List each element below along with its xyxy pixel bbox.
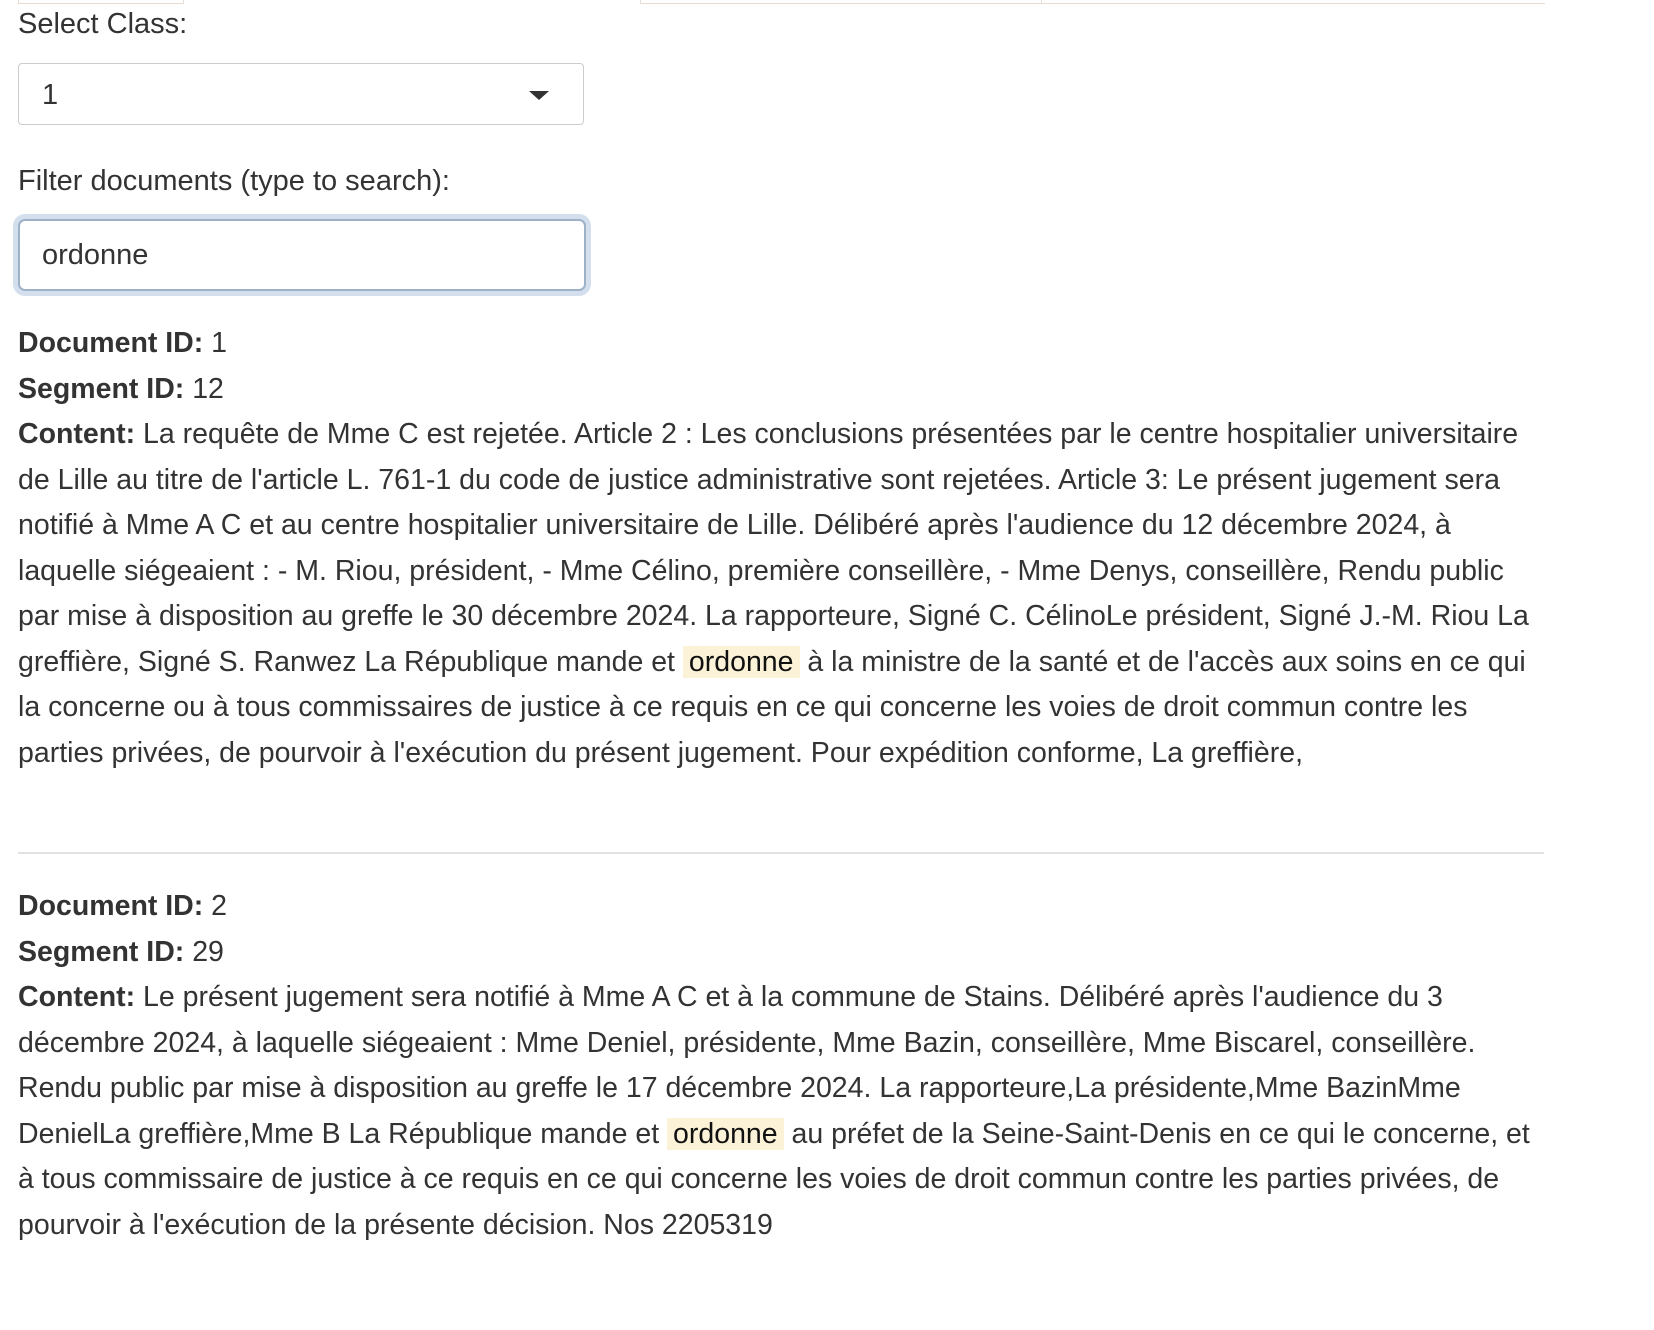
document-id-value: 1 bbox=[211, 327, 228, 359]
document-id-line bbox=[18, 884, 1544, 930]
top-tab-divider bbox=[1041, 0, 1042, 3]
segment-id-value: 29 bbox=[192, 935, 224, 968]
segment-id-label: Segment ID: bbox=[18, 935, 185, 968]
chevron-down-icon bbox=[529, 91, 549, 100]
document-id-line bbox=[18, 321, 1544, 367]
select-class-label: Select Class: bbox=[18, 8, 188, 40]
result-divider bbox=[18, 852, 1544, 854]
document-id-value: 2 bbox=[211, 890, 228, 922]
filter-search-input[interactable] bbox=[18, 219, 586, 291]
content-line bbox=[18, 412, 1544, 776]
content-line bbox=[18, 975, 1544, 1248]
class-select[interactable] bbox=[18, 63, 584, 125]
search-highlight: ordonne bbox=[683, 646, 800, 678]
search-highlight: ordonne bbox=[667, 1118, 784, 1150]
segment-id-line bbox=[18, 367, 1544, 413]
content-text-after: à la ministre de la santé et de l'accès aux soins en ce qui la concerne ou à tous commissaires de justice à ce requis en ce qui concerne les voies de droit commun contre les parties privées, de pourvoir à l'exécution du présent jugement. Pour expédition conforme, La greffière, bbox=[18, 645, 1526, 769]
document-id-label: Document ID: bbox=[18, 890, 204, 922]
content-label: Content: bbox=[18, 418, 136, 450]
class-select-value: 1 bbox=[42, 79, 59, 111]
segment-id-line bbox=[18, 930, 1544, 976]
top-tab-edge-left bbox=[18, 0, 184, 4]
document-result bbox=[18, 884, 1544, 1248]
content-text-before: Le présent jugement sera notifié à Mme A C et à la commune de Stains. Délibéré après l'audience du 3 décembre 2024, à laquelle siégeaient : Mme Deniel, présidente, Mme Bazin, conseillère, Mme Biscarel, conseillère. Rendu public par mise à disposition au greffe le 17 décembre 2024. La rapporteure,La présidente,Mme BazinMme DenielLa greffière,Mme B La République mande et bbox=[18, 981, 1476, 1150]
document-result bbox=[18, 321, 1544, 776]
content-text-before: La requête de Mme C est rejetée. Article 2 : Les conclusions présentées par le centre hospitalier universitaire de Lille au titre de l'article L. 761-1 du code de justice administrative sont rejetées. Article 3: Le présent jugement sera notifié à Mme A C et au centre hospitalier universitaire de Lille. Délibéré après l'audience du 12 décembre 2024, à laquelle siégeaient : - M. Riou, président, - Mme Célino, première conseillère, - Mme Denys, conseillère, Rendu public par mise à disposition au greffe le 30 décembre 2024. La rapporteure, Signé C. CélinoLe président, Signé J.-M. Riou La greffière, Signé S. Ranwez La République mande et bbox=[18, 418, 1529, 678]
filter-documents-label: Filter documents (type to search): bbox=[18, 165, 450, 197]
top-tab-edge-right bbox=[640, 0, 1545, 4]
document-id-label: Document ID: bbox=[18, 327, 204, 359]
segment-id-value: 12 bbox=[192, 372, 224, 405]
content-text-after: au préfet de la Seine-Saint-Denis en ce qui le concerne, et à tous commissaire de justice à ce requis en ce qui concerne les voies de droit commun contre les parties privées, de pourvoir à l'exécution de la présente décision. Nos 2205319 bbox=[18, 1117, 1530, 1241]
content-label: Content: bbox=[18, 981, 136, 1013]
segment-id-label: Segment ID: bbox=[18, 372, 185, 405]
